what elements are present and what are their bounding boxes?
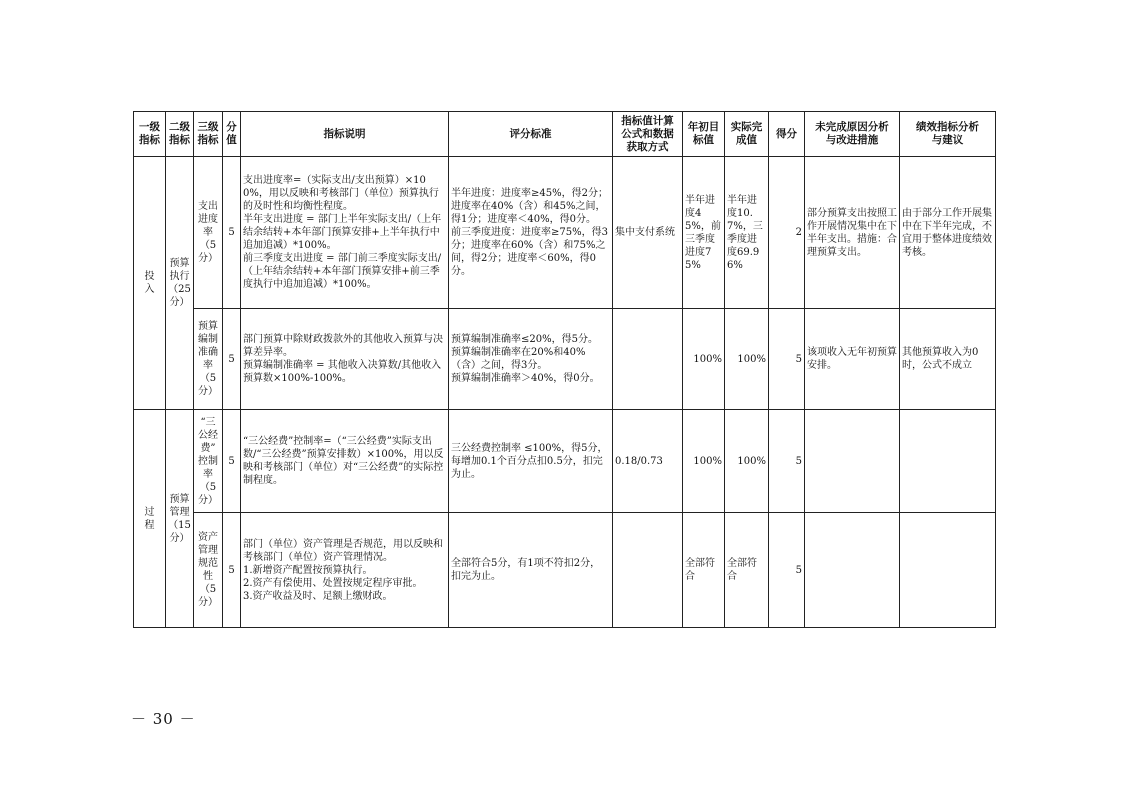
header-actual: 实际完 成值 [725, 112, 769, 157]
row-level3: “三 公经 费” 控制 率 （5 分） [194, 410, 223, 513]
table-header-row [134, 112, 996, 157]
row-criteria: 预算编制准确率≤20%，得5分。 预算编制准确率在20%和40%（含）之间，得3分。 预算编制准确率＞40%，得0分。 [449, 309, 613, 410]
header-suggestion: 绩效指标分析 与建议 [900, 112, 996, 157]
row-level3: 资产 管理 规范 性 （5 分） [194, 513, 223, 628]
row-score: 2 [769, 157, 805, 309]
group-input: 投 入 [134, 157, 166, 410]
row-score: 5 [769, 410, 805, 513]
row-start-target: 全部符合 [683, 513, 725, 628]
header-weight: 分 值 [223, 112, 241, 157]
performance-indicator-table [133, 111, 996, 628]
row-reason: 部分预算支出按照工作开展情况集中在下半年支出。措施：合理预算支出。 [805, 157, 900, 309]
row-criteria: 三公经费控制率 ≤100%，得5分，每增加0.1个百分点扣0.5分，扣完为止。 [449, 410, 613, 513]
header-start-target: 年初目 标值 [683, 112, 725, 157]
row-calc-method: 0.18/0.73 [613, 410, 683, 513]
row-reason [805, 513, 900, 628]
row-suggestion: 其他预算收入为0时，公式不成立 [900, 309, 996, 410]
row-actual: 全部符合 [725, 513, 769, 628]
row-calc-method: 集中支付系统 [613, 157, 683, 309]
row-level3: 支出 进度 率 （5 分） [194, 157, 223, 309]
row-start-target: 100% [683, 309, 725, 410]
header-reason: 未完成原因分析 与改进措施 [805, 112, 900, 157]
header-description: 指标说明 [241, 112, 449, 157]
row-actual: 100% [725, 410, 769, 513]
row-calc-method [613, 309, 683, 410]
row-score: 5 [769, 513, 805, 628]
row-reason: 该项收入无年初预算安排。 [805, 309, 900, 410]
header-level2: 二级 指标 [166, 112, 194, 157]
row-score: 5 [769, 309, 805, 410]
table-row [134, 157, 996, 309]
group-budget-exec: 预算 执行 （25 分） [166, 157, 194, 410]
row-suggestion: 由于部分工作开展集中在下半年完成，不宜用于整体进度绩效考核。 [900, 157, 996, 309]
header-level3: 三级 指标 [194, 112, 223, 157]
group-process: 过 程 [134, 410, 166, 628]
row-weight: 5 [223, 157, 241, 309]
header-score: 得分 [769, 112, 805, 157]
row-weight: 5 [223, 309, 241, 410]
row-start-target: 半年进度45%，前三季度进度75% [683, 157, 725, 309]
group-budget-mgmt: 预算 管理 （15 分） [166, 410, 194, 628]
row-calc-method [613, 513, 683, 628]
table-row [134, 513, 996, 628]
row-criteria: 半年进度：进度率≥45%，得2分；进度率在40%（含）和45%之间，得1分；进度率＜40%，得0分。 前三季度进度：进度率≥75%，得3分；进度率在60%（含）和75%之间，得2分；进度率＜60%，得0分。 [449, 157, 613, 309]
row-suggestion [900, 410, 996, 513]
row-description: “三公经费”控制率=（“三公经费”实际支出数/“三公经费”预算安排数）×100%，用以反映和考核部门（单位）对“三公经费”的实际控制程度。 [241, 410, 449, 513]
header-calc-method: 指标值计算 公式和数据 获取方式 [613, 112, 683, 157]
row-reason [805, 410, 900, 513]
row-description: 部门预算中除财政拨款外的其他收入预算与决算差异率。 预算编制准确率 = 其他收入决算数/其他收入预算数×100%-100%。 [241, 309, 449, 410]
row-level3: 预算 编制 准确 率 （5 分） [194, 309, 223, 410]
row-description: 支出进度率=（实际支出/支出预算）×100%，用以反映和考核部门（单位）预算执行的及时性和均衡性程度。 半年支出进度 = 部门上半年实际支出/（上年结余结转+本年部门预算安排+上半年执行中追加追减）*100%。 前三季度支出进度 = 部门前三季度实际支出/（上年结余结转+本年部门预算安排+前三季度执行中追加追减）*100%。 [241, 157, 449, 309]
table-row [134, 309, 996, 410]
row-weight: 5 [223, 410, 241, 513]
page-number: － 30 － [131, 710, 196, 728]
row-suggestion [900, 513, 996, 628]
row-criteria: 全部符合5分，有1项不符扣2分，扣完为止。 [449, 513, 613, 628]
row-actual: 半年进度10.7%，三季度进度69.96% [725, 157, 769, 309]
row-start-target: 100% [683, 410, 725, 513]
header-level1: 一级 指标 [134, 112, 166, 157]
header-criteria: 评分标准 [449, 112, 613, 157]
row-actual: 100% [725, 309, 769, 410]
row-weight: 5 [223, 513, 241, 628]
row-description: 部门（单位）资产管理是否规范，用以反映和考核部门（单位）资产管理情况。 1.新增资产配置按预算执行。 2.资产有偿使用、处置按规定程序审批。 3.资产收益及时、足额上缴财政。 [241, 513, 449, 628]
table-row [134, 410, 996, 513]
